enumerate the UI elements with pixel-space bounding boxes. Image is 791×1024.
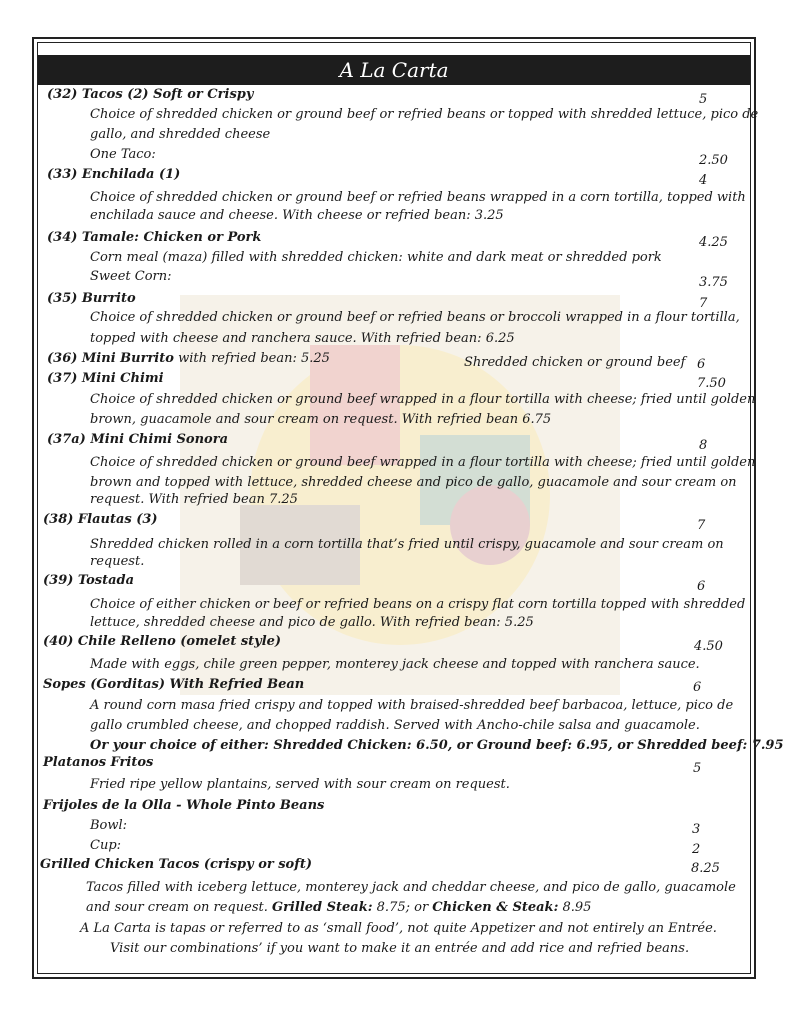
item-title: (35) Burrito [47, 291, 136, 306]
item-title: (33) Enchilada (1) [47, 167, 181, 182]
item-price: 5 [699, 92, 708, 107]
footer-note: A La Carta is tapas or referred to as ‘small food’, not quite Appetizer and not entirely an Entrée. [80, 921, 717, 936]
item-description: Tacos filled with iceberg lettuce, monterey jack and cheddar cheese, and pico de gallo, guacamole [86, 880, 736, 895]
item-option-name: Grilled Steak: [271, 900, 373, 915]
item-title: (34) Tamale: Chicken or Pork [47, 230, 262, 245]
item-price: 4 [699, 173, 708, 188]
footer-note: Visit our combinations’ if you want to make it an entrée and add rice and refried beans. [110, 941, 690, 956]
item-title: (39) Tostada [43, 573, 135, 588]
item-description: brown and topped with lettuce, shredded cheese and pico de gallo, guacamole and sour cream on [90, 475, 737, 490]
item-price: 7 [699, 296, 708, 311]
item-title: (37a) Mini Chimi Sonora [47, 432, 228, 447]
item-description: A round corn masa fried crispy and topped with braised-shredded beef barbacoa, lettuce, pico de [90, 698, 734, 713]
item-option-price: 8.75; or [372, 900, 433, 915]
item-description: request. With refried bean 7.25 [90, 492, 298, 507]
item-description: lettuce, shredded cheese and pico de gallo. With refried bean: 5.25 [90, 615, 534, 630]
item-price: 6 [693, 680, 702, 695]
item-price: 7.50 [697, 376, 726, 391]
item-description: Choice of shredded chicken or ground beef wrapped in a flour tortilla with cheese; fried until golden [90, 455, 756, 470]
item-description: topped with cheese and ranchera sauce. With refried bean: 6.25 [90, 331, 515, 346]
item-size-label: Bowl: [90, 818, 128, 833]
item-description: Shredded chicken rolled in a corn tortilla that’s fried until crispy, guacamole and sour cream on [90, 537, 724, 552]
item-description: Choice of shredded chicken or ground beef or refried beans or broccoli wrapped in a flour tortilla, [90, 310, 740, 325]
item-title: (32) Tacos (2) Soft or Crispy [47, 87, 254, 102]
item-subvariant: One Taco: [90, 147, 156, 162]
item-price: 8 [699, 438, 708, 453]
item-option-price: 8.95 [558, 900, 592, 915]
item-description: Choice of shredded chicken or ground beef or refried beans wrapped in a corn tortilla, topped with [90, 190, 746, 205]
item-title: Sopes (Gorditas) With Refried Bean [43, 677, 305, 692]
item-description: Choice of either chicken or beef or refried beans on a crispy flat corn tortilla topped with shredded [90, 597, 746, 612]
item-description: Fried ripe yellow plantains, served with sour cream on request. [90, 777, 510, 792]
item-description: request. [90, 554, 145, 569]
item-description: Choice of shredded chicken or ground beef or refried beans or topped with shredded lettuce, pico de [90, 107, 759, 122]
item-description-line [86, 899, 591, 917]
item-description: Corn meal (maza) filled with shredded chicken: white and dark meat or shredded pork [90, 250, 662, 265]
item-title-row [47, 350, 330, 368]
item-subvariant-price: 3.75 [699, 275, 728, 290]
item-description: enchilada sauce and cheese. With cheese or refried bean: 3.25 [90, 208, 504, 223]
item-price: 4.50 [694, 639, 723, 654]
item-subvariant-price: 2.50 [699, 153, 728, 168]
item-title: Frijoles de la Olla - Whole Pinto Beans [43, 798, 325, 813]
item-price: 8.25 [691, 861, 720, 876]
item-size-price: 3 [692, 822, 701, 837]
item-price: 5 [693, 761, 702, 776]
page-title: A La Carta [38, 55, 750, 85]
item-price: 6 [697, 357, 706, 372]
item-title: Platanos Fritos [43, 755, 154, 770]
item-size-price: 2 [692, 842, 701, 857]
item-price: 4.25 [699, 235, 728, 250]
item-title: (37) Mini Chimi [47, 371, 164, 386]
item-subvariant: Sweet Corn: [90, 269, 172, 284]
item-title-suffix: with refried bean: 5.25 [178, 351, 330, 366]
item-options-line: Or your choice of either: Shredded Chicken: 6.50, or Ground beef: 6.95, or Shredded beef: 7.95 [90, 738, 784, 753]
item-variant: Shredded chicken or ground beef [464, 355, 686, 370]
item-title: Grilled Chicken Tacos (crispy or soft) [40, 857, 312, 872]
item-option-name: Chicken & Steak: [432, 900, 559, 915]
item-title: (38) Flautas (3) [43, 512, 158, 527]
item-description-text: and sour cream on request. [86, 900, 272, 915]
item-price: 6 [697, 579, 706, 594]
item-size-label: Cup: [90, 838, 122, 853]
item-title: (40) Chile Relleno (omelet style) [43, 634, 282, 649]
item-price: 7 [697, 518, 706, 533]
item-description: brown, guacamole and sour cream on request. With refried bean 6.75 [90, 412, 552, 427]
item-description: gallo, and shredded cheese [90, 127, 271, 142]
item-description: gallo crumbled cheese, and chopped raddish. Served with Ancho-chile salsa and guacamole. [90, 718, 700, 733]
item-description: Made with eggs, chile green pepper, monterey jack cheese and topped with ranchera sauce. [90, 657, 700, 672]
item-title: (36) Mini Burrito [47, 351, 174, 366]
item-description: Choice of shredded chicken or ground beef wrapped in a flour tortilla with cheese; fried until golden [90, 392, 756, 407]
